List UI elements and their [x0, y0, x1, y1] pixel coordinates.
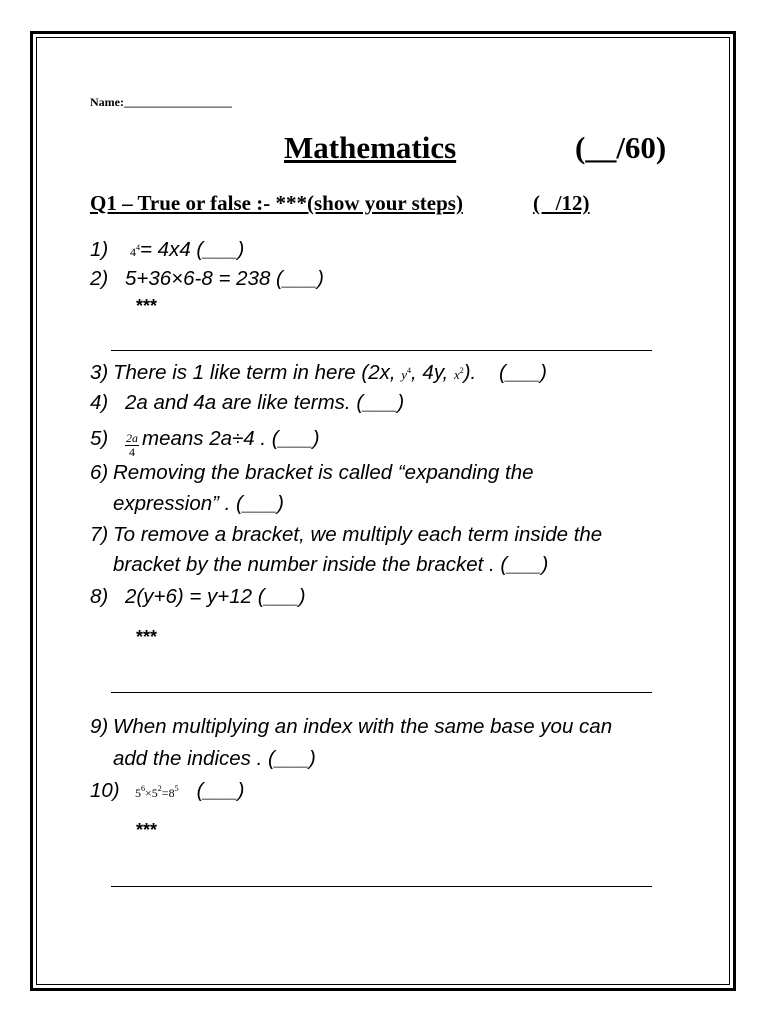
power-expression: $4^4$ [130, 243, 140, 259]
total-score: (__/60) [575, 130, 667, 165]
steps-marker: *** [136, 296, 158, 316]
question-5: 5) $\frac{2a}{4}$ means 2a÷4 . (___) [90, 427, 320, 459]
question-10: 10) $5^6\times 5^2=8^5$ (___) [90, 779, 245, 802]
question-8: 8) 2(y+6) = y+12 (___) [90, 585, 306, 608]
name-field-label: Name:__________________ [90, 95, 232, 109]
answer-line [111, 692, 652, 693]
question-6: 6) Removing the bracket is called “expanding the [90, 461, 534, 484]
question-7-continued: bracket by the number inside the bracket . (___) [113, 553, 549, 576]
section-heading-text: Q1 – True or false :- ***(show your steps) [90, 191, 463, 215]
steps-marker: *** [136, 627, 158, 647]
question-2: 2) 5+36×6-8 = 238 (___) [90, 267, 324, 290]
page-title: Mathematics [284, 130, 457, 165]
question-3: 3) There is 1 like term in here (2x, $y^4$, 4y, $x^2$). (___) [90, 361, 547, 384]
answer-line [111, 350, 652, 351]
section-score: ( /12) [532, 191, 590, 215]
section-heading [90, 191, 590, 216]
question-9: 9) When multiplying an index with the same base you can [90, 715, 613, 738]
question-4: 4) 2a and 4a are like terms. (___) [90, 391, 405, 414]
index-expression: $5^6\times 5^2=8^5$ [135, 784, 179, 800]
steps-marker: *** [136, 820, 158, 840]
question-6-continued: expression” . (___) [113, 492, 284, 515]
question-7: 7) To remove a bracket, we multiply each term inside the [90, 523, 603, 546]
question-1: 1) $4^4= 4x4$ (___) [90, 238, 245, 261]
question-9-continued: add the indices . (___) [113, 747, 316, 770]
answer-line [111, 886, 652, 887]
fraction: $\frac{2a}{4}$ [126, 431, 138, 459]
